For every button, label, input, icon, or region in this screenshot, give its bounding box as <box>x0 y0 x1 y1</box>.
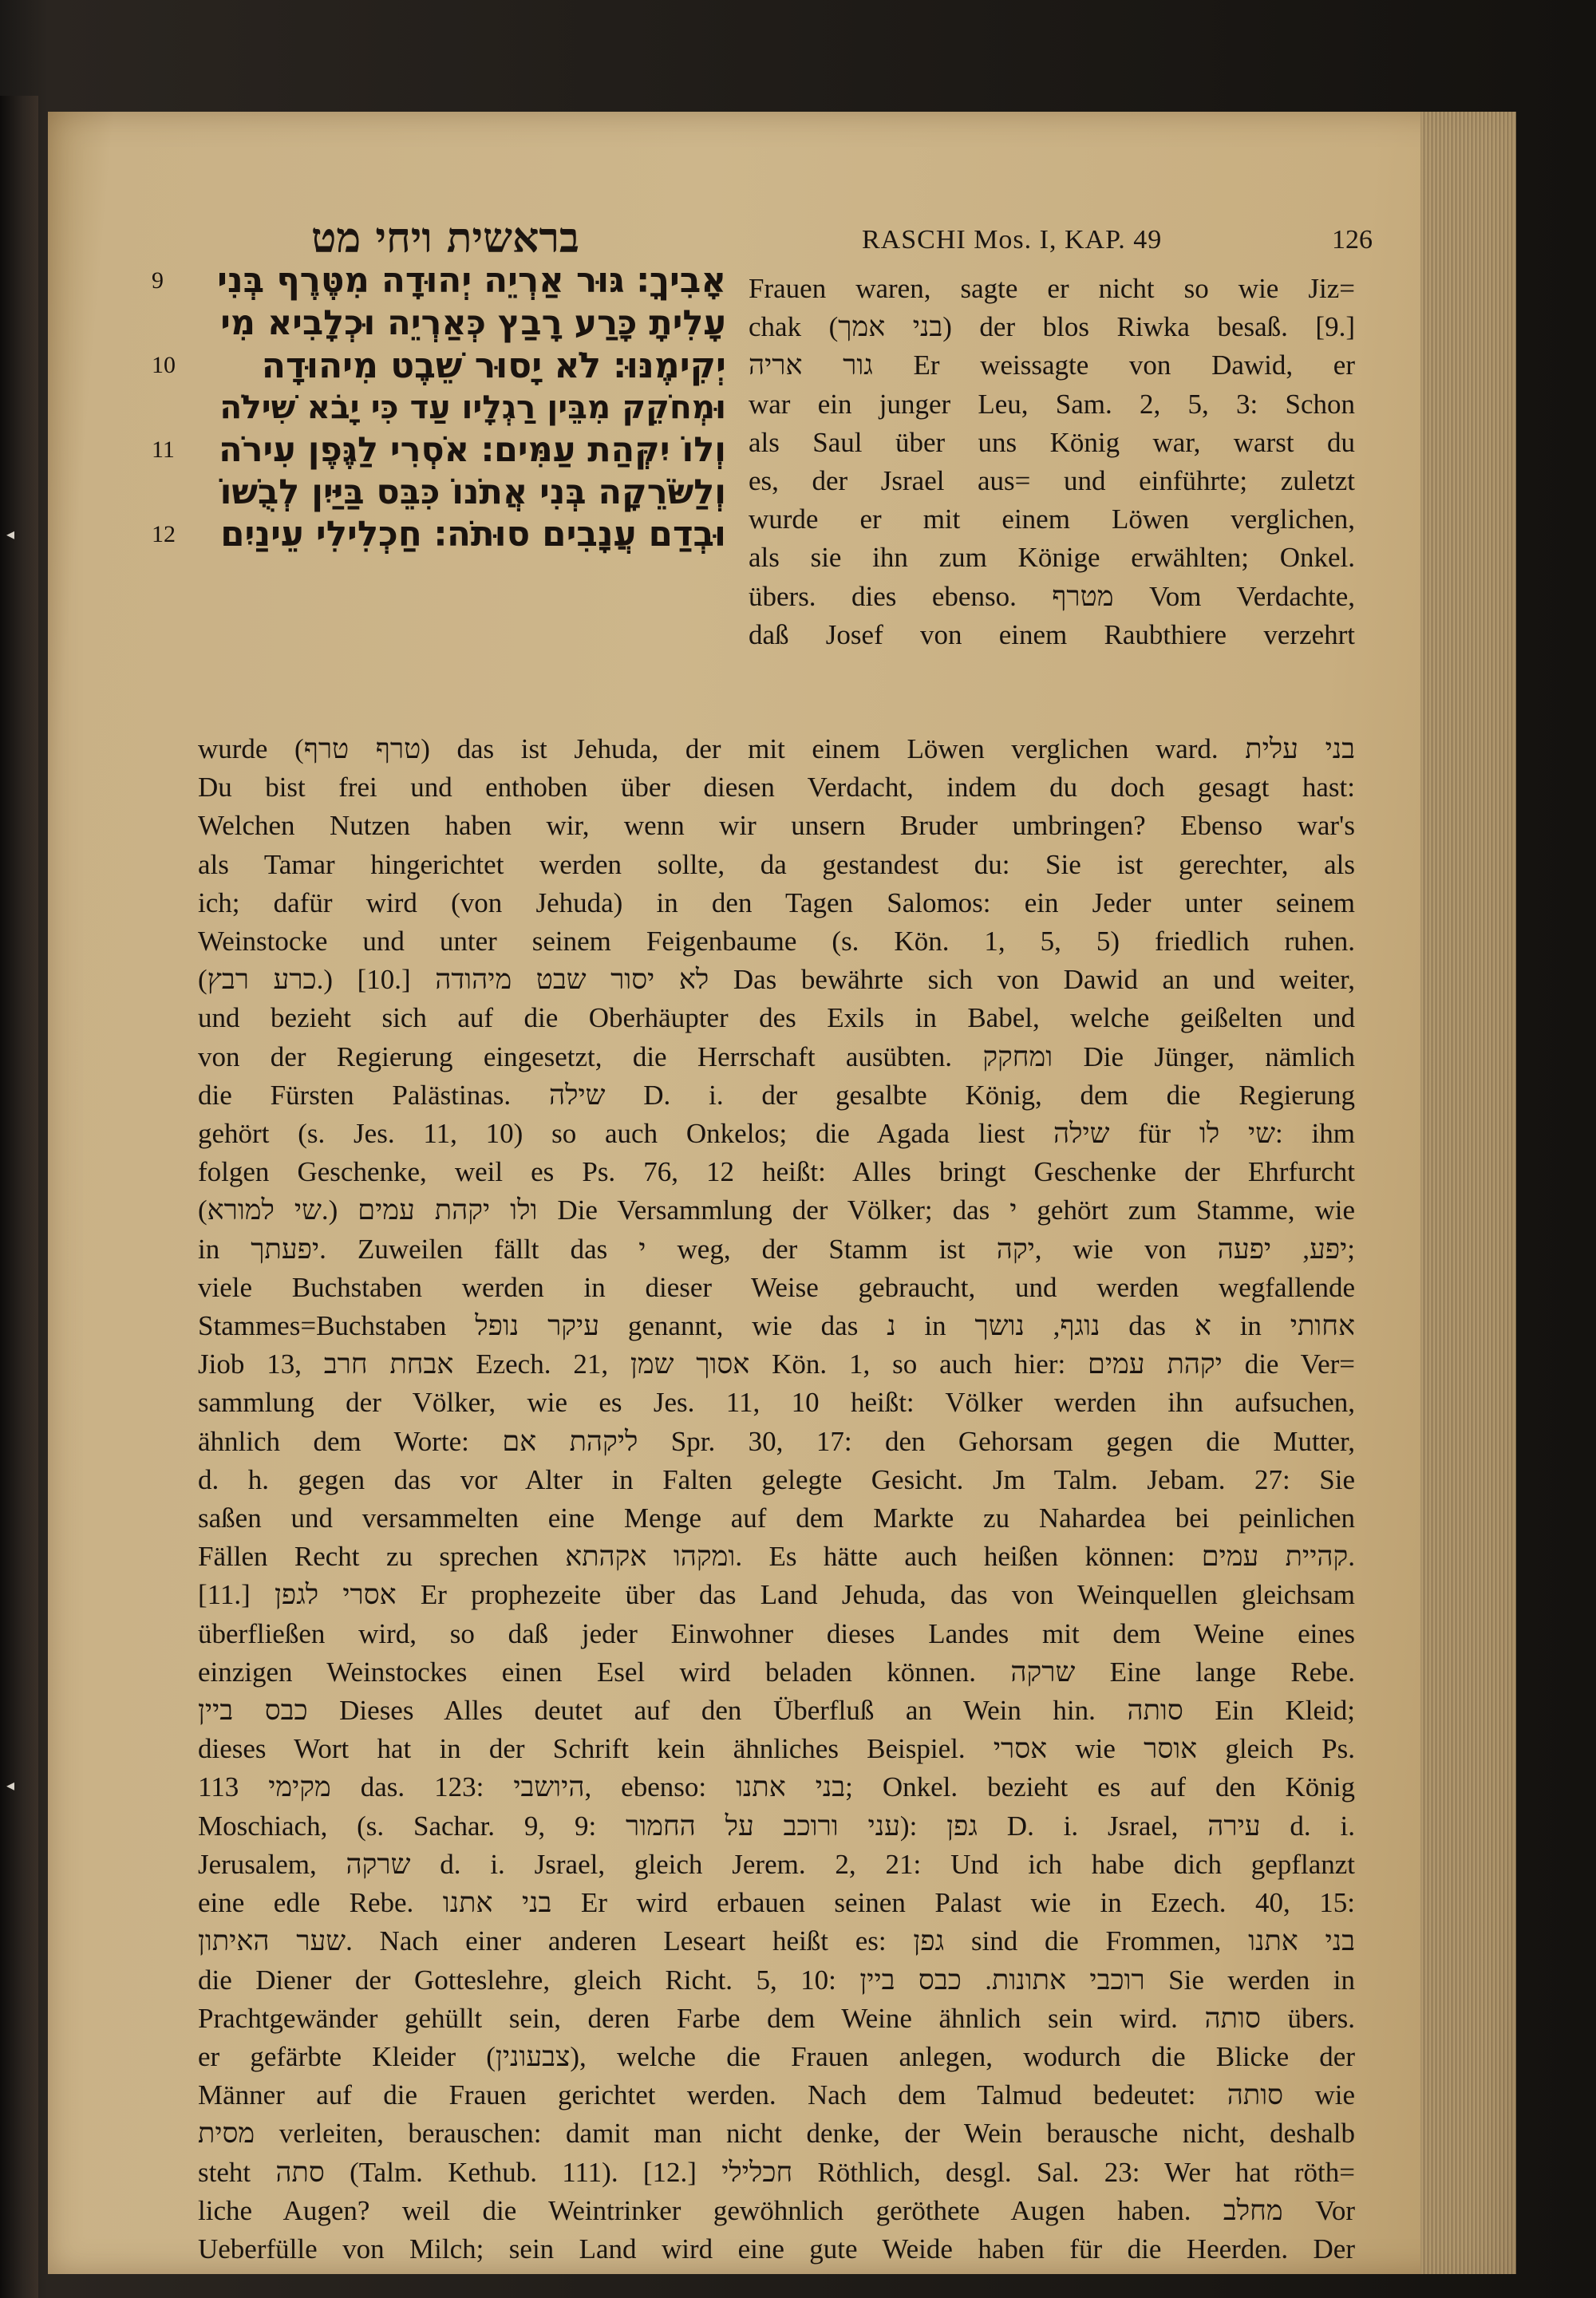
commentary-main-column <box>198 730 1355 2268</box>
commentary-line: שער האיתון. Nach einer anderen Leseart heißt es: גפן sind die Frommen, בני אתנו <box>198 1925 1355 1957</box>
commentary-line: es, der Jsrael aus= und einführte; zuletzt <box>749 465 1355 497</box>
commentary-line: Jerusalem, שרקה d. i. Jsrael, gleich Jerem. 2, 21: Und ich habe dich gepflanzt <box>198 1848 1355 1880</box>
commentary-line: (כרע רבץ.) [10.] לא יסור שבט מיהודה Das bewährte sich von Dawid an und weiter, <box>198 964 1355 996</box>
commentary-line: chak (בני אמך) der blos Riwka besaß. [9.] <box>749 311 1355 343</box>
commentary-line: daß Josef von einem Raubthiere verzehrt <box>749 618 1355 650</box>
commentary-line: überfließen wird, so daß jeder Einwohner dieses Landes mit dem Weine eines <box>198 1617 1355 1649</box>
commentary-line: (שי למורא.) ולו יקהת עמים Die Versammlung der Völker; das י gehört zum Stamme, wie <box>198 1194 1355 1226</box>
hebrew-verse-text: אָבִיךָ׃ גּוּר אַרְיֵה יְהוּדָה מִטֶּרֶף בְּנִי <box>217 261 726 301</box>
commentary-line: Welchen Nutzen haben wir, wenn wir unsern Bruder umbringen? Ebenso war's <box>198 810 1355 842</box>
commentary-line: war ein junger Leu, Sam. 2, 5, 3: Schon <box>749 388 1355 420</box>
commentary-line: einzigen Weinstockes einen Esel wird beladen können. שרקה Eine lange Rebe. <box>198 1656 1355 1688</box>
verse-number: 9 <box>152 267 164 294</box>
commentary-line: dieses Wort hat in der Schrift kein ähnliches Beispiel. אסרי wie אוסר gleich Ps. <box>198 1733 1355 1765</box>
commentary-line: saßen und versammelten eine Menge auf dem Markte zu Nahardea bei peinlichen <box>198 1502 1355 1534</box>
commentary-line: als Tamar hingerichtet werden sollte, da gestandest du: Sie ist gerechter, als <box>198 848 1355 880</box>
hebrew-verse-text: וְלוֹ יִקְּהַת עַמִּים׃ אֹסְרִי לַגֶּפֶן עִירֹה <box>219 430 726 470</box>
commentary-line: Weinstocke und unter seinem Feigenbaume (s. Kön. 1, 5, 5) friedlich ruhen. <box>198 926 1355 958</box>
binding-marker-bottom: ◂ <box>6 1775 15 1795</box>
page-number: 126 <box>1332 225 1373 255</box>
book-binding <box>0 96 38 2298</box>
commentary-line: liche Augen? weil die Weintrinker gewöhnlich geröthete Augen haben. מחלב Vor <box>198 2194 1355 2226</box>
commentary-line: in יפעתך. Zuweilen fällt das י weg, der Stamm ist יקה, wie von יפע, יפעה; <box>198 1233 1355 1265</box>
commentary-line: folgen Geschenke, weil es Ps. 76, 12 heißt: Alles bringt Geschenke der Ehrfurcht <box>198 1156 1355 1188</box>
book-page <box>48 112 1516 2274</box>
verse-number: 10 <box>152 352 176 378</box>
commentary-line: d. h. gegen das vor Alter in Falten gelegte Gesicht. Jm Talm. Jebam. 27: Sie <box>198 1463 1355 1495</box>
commentary-line: wurde er mit einem Löwen verglichen, <box>749 503 1355 535</box>
commentary-line: כבס ביין Dieses Alles deutet auf den Überfluß an Wein hin. סותה Ein Kleid; <box>198 1695 1355 1727</box>
commentary-line: steht סתה (Talm. Kethub. 111). [12.] חכלילי Röthlich, desgl. Sal. 23: Wer hat röth= <box>198 2156 1355 2188</box>
commentary-line: er gefärbte Kleider (צבעונין), welche die Frauen anlegen, wodurch die Blicke der <box>198 2040 1355 2072</box>
hebrew-verse-text: עָלִיתָ כָּרַע רָבַץ כְּאַרְיֵה וּכְלָבִיא מִי <box>220 303 726 343</box>
commentary-line: die Diener der Gotteslehre, gleich Richt. 5, 10: רוכבי אתונות. כבס ביין Sie werden in <box>198 1964 1355 1996</box>
commentary-line: מסית verleiten, berauschen: damit man nicht denke, der Wein berausche nicht, deshalb <box>198 2118 1355 2150</box>
commentary-line: Prachtgewänder gehüllt sein, deren Farbe dem Weine ähnlich sein wird. סותה übers. <box>198 2002 1355 2034</box>
commentary-line: wurde (טרף טרף) das ist Jehuda, der mit einem Löwen verglichen ward. בני עלית <box>198 733 1355 764</box>
commentary-line: [11.] אסרי לגפן Er prophezeite über das Land Jehuda, das von Weinquellen gleichsam <box>198 1579 1355 1611</box>
verse-number: 12 <box>152 521 176 547</box>
commentary-line: übers. dies ebenso. מטרף Vom Verdachte, <box>749 580 1355 612</box>
commentary-line: Frauen waren, sagte er nicht so wie Jiz= <box>749 273 1355 304</box>
commentary-line: und bezieht sich auf die Oberhäupter des Exils in Babel, welche geißelten und <box>198 1002 1355 1034</box>
commentary-line: als sie ihn zum Könige erwählten; Onkel. <box>749 542 1355 574</box>
commentary-line: Stammes=Buchstaben עיקר נופל genannt, wie das נ in נוגף, נושך das א in אחותי <box>198 1310 1355 1342</box>
commentary-line: als Saul über uns König war, warst du <box>749 426 1355 458</box>
commentary-line: Ueberfülle von Milch; sein Land wird eine gute Weide haben für die Heerden. Der <box>198 2233 1355 2264</box>
commentary-line: גור אריה Er weissagte von Dawid, er <box>749 349 1355 381</box>
running-title: RASCHI Mos. I, KAP. 49 <box>862 225 1163 255</box>
hebrew-verse-text: יְקִימֶנּוּ׃ לֹא יָסוּר שֵׁבֶט מִיהוּדָה <box>261 345 726 386</box>
verse-number: 11 <box>152 436 175 463</box>
commentary-right-column <box>749 270 1355 654</box>
commentary-line: von der Regierung eingesetzt, die Herrschaft ausübten. ומחקק Die Jünger, nämlich <box>198 1040 1355 1072</box>
hebrew-verse-text: וּמְחֹקֵק מִבֵּין רַגְלָיו עַד כִּי יָבֹא שִׁילֹה <box>219 388 726 426</box>
binding-marker-top: ◂ <box>6 524 15 543</box>
commentary-line: Männer auf die Frauen gerichtet werden. Nach dem Talmud bedeutet: סותה wie <box>198 2079 1355 2111</box>
hebrew-verse-text: וְלַשֹּׂרֵקָה בְּנִי אֲתֹנוֹ כִּבֵּס בַּיַּיִן לְבֻשׁוֹ <box>219 472 726 512</box>
commentary-line: ähnlich dem Worte: ליקהת אם Spr. 30, 17: den Gehorsam gegen die Mutter, <box>198 1425 1355 1457</box>
commentary-line: 113 מקימי das. 123: היושבי, ebenso: בני אתנו; Onkel. bezieht es auf den König <box>198 1771 1355 1803</box>
hebrew-verse-block <box>152 261 726 690</box>
commentary-line: Jiob 13, אבחת חרב Ezech. 21, אסוך שמן Kön. 1, so auch hier: יקהת עמים die Ver= <box>198 1348 1355 1380</box>
commentary-line: sammlung der Völker, wie es Jes. 11, 10 heißt: Völker werden ihn aufsuchen, <box>198 1387 1355 1419</box>
commentary-line: Fällen Recht zu sprechen ומקהו אקהתא. Es hätte auch heißen können: קהיית עמים. <box>198 1541 1355 1573</box>
hebrew-verse-text: וּבְדַם עֲנָבִים סוּתֹה׃ חַכְלִילִי עֵינַיִם <box>220 515 726 555</box>
commentary-line: Moschiach, (s. Sachar. 9, 9: עני ורוכב על החמור): גפן D. i. Jsrael, עירה d. i. <box>198 1810 1355 1842</box>
commentary-line: eine edle Rebe. בני אתנו Er wird erbauen seinen Palast wie in Ezech. 40, 15: <box>198 1887 1355 1919</box>
commentary-line: ich; dafür wird (von Jehuda) in den Tagen Salomos: ein Jeder unter seinem <box>198 886 1355 918</box>
hebrew-running-title: בראשית ויחי מט <box>311 214 579 263</box>
commentary-line: viele Buchstaben werden in dieser Weise gebraucht, und werden wegfallende <box>198 1271 1355 1303</box>
page-edge <box>1420 112 1516 2274</box>
commentary-line: die Fürsten Palästinas. שילה D. i. der gesalbte König, dem die Regierung <box>198 1079 1355 1111</box>
commentary-line: Du bist frei und enthoben über diesen Verdacht, indem du doch gesagt hast: <box>198 772 1355 804</box>
commentary-line: gehört (s. Jes. 11, 10) so auch Onkelos; die Agada liest שילה für שי לו: ihm <box>198 1118 1355 1150</box>
